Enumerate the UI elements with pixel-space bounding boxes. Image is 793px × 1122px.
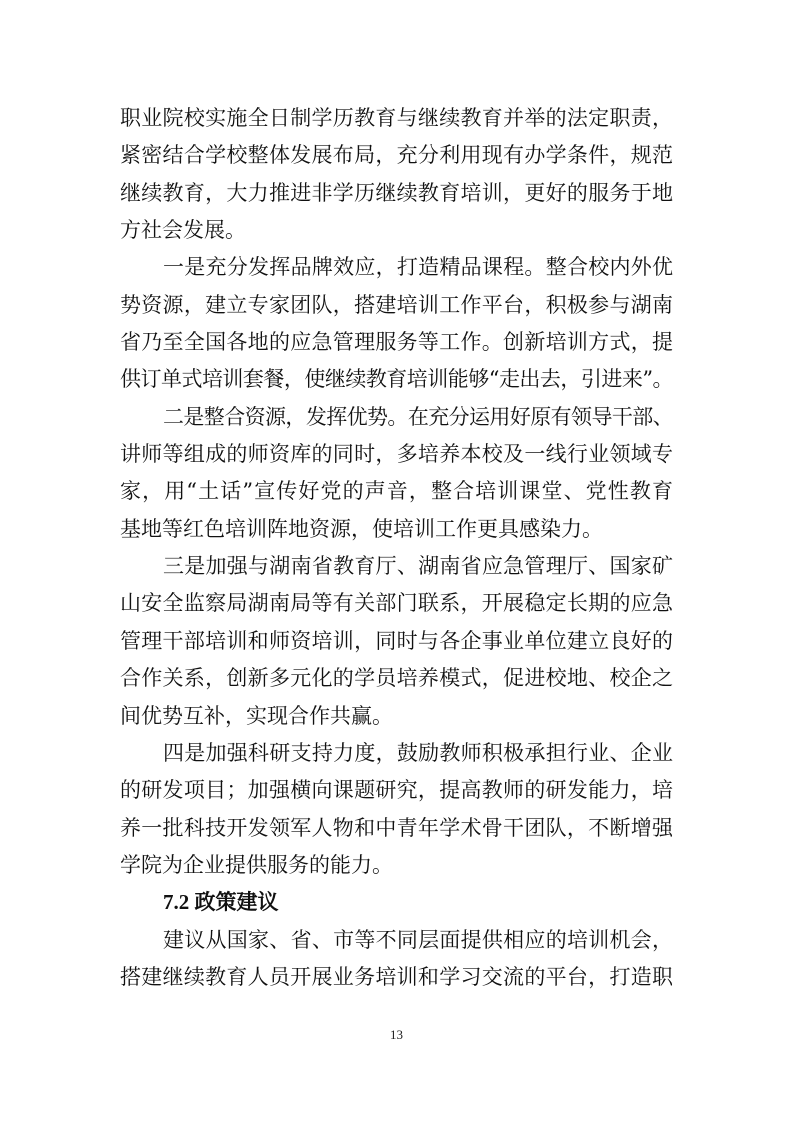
text-line: 紧密结合学校整体发展布局，充分利用现有办学条件，规范 — [120, 143, 673, 168]
text-line: 的研发项目；加强横向课题研究，提高教师的研发能力，培 — [120, 778, 673, 803]
paragraph-research-support — [120, 735, 673, 884]
text-line: 省乃至全国各地的应急管理服务等工作。创新培训方式，提 — [120, 330, 673, 355]
text-line: 三是加强与湖南省教育厅、湖南省应急管理厅、国家矿 — [163, 554, 673, 579]
text-line: 方社会发展。 — [120, 218, 246, 243]
text-line: 间优势互补，实现合作共赢。 — [120, 703, 393, 728]
text-line: 合作关系，创新多元化的学员培养模式，促进校地、校企之 — [120, 666, 673, 691]
text-line: 管理干部培训和师资培训，同时与各企事业单位建立良好的 — [120, 628, 673, 653]
paragraph-continued — [120, 100, 673, 249]
text-line: 养一批科技开发领军人物和中青年学术骨干团队，不断增强 — [120, 815, 673, 840]
page-number: 13 — [390, 1027, 403, 1042]
paragraph-integrate-resources — [120, 399, 673, 548]
text-line: 建议从国家、省、市等不同层面提供相应的培训机会， — [163, 927, 673, 952]
paragraph-brand-effect — [120, 249, 673, 398]
text-line: 继续教育，大力推进非学历继续教育培训，更好的服务于地 — [120, 180, 673, 205]
text-line: 讲师等组成的师资库的同时，多培养本校及一线行业领域专 — [120, 442, 673, 467]
paragraph-cooperation — [120, 548, 673, 735]
text-line: 搭建继续教育人员开展业务培训和学习交流的平台，打造职 — [120, 964, 673, 989]
text-line: 山安全监察局湖南局等有关部门联系，开展稳定长期的应急 — [120, 591, 673, 616]
text-line: 职业院校实施全日制学历教育与继续教育并举的法定职责， — [120, 106, 673, 130]
text-line: 学院为企业提供服务的能力。 — [120, 852, 393, 877]
text-line: 家，用“土话”宣传好党的声音，整合培训课堂、党性教育 — [120, 479, 673, 504]
text-line: 一是充分发挥品牌效应，打造精品课程。整合校内外优 — [163, 255, 673, 280]
text-line: 势资源，建立专家团队，搭建培训工作平台，积极参与湖南 — [120, 292, 673, 317]
text-line: 基地等红色培训阵地资源，使培训工作更具感染力。 — [120, 516, 603, 541]
section-heading: 7.2 政策建议 — [163, 890, 279, 915]
text-line: 四是加强科研支持力度，鼓励教师积极承担行业、企业 — [163, 740, 673, 765]
text-line: 二是整合资源，发挥优势。在充分运用好原有领导干部、 — [163, 404, 673, 429]
text-line: 供订单式培训套餐，使继续教育培训能够“走出去，引进来”。 — [120, 367, 673, 392]
body-text — [120, 100, 673, 996]
paragraph-policy-suggestions — [120, 922, 673, 997]
